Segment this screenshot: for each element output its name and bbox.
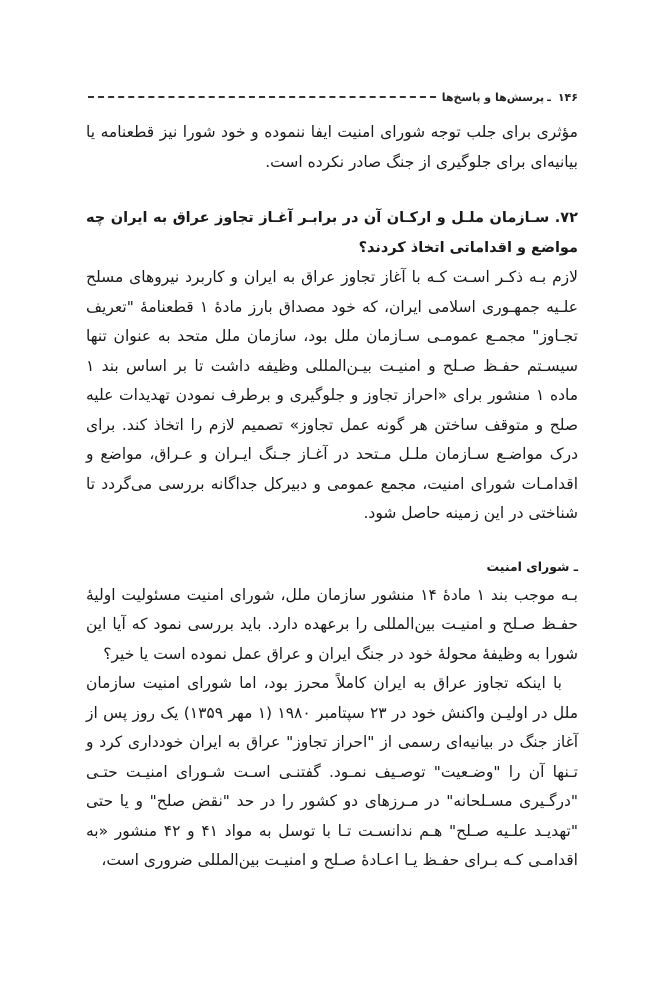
section-paragraph-2: با اینکه تجاوز عراق به ایران کاملاً محرز بود، اما شورای امنیت سازمان ملل در اولیـن واکنش خود در ۲۳ سپتامبر ۱۹۸۰ (۱ مهر ۱۳۵۹) یک روز پس از آغاز جنگ در بیانیه‌ای رسمی از "احراز تجاوز" عراق به ایران خودداری کرد و تـنها آن را "وضـعیت" توصـیف نمـود. گفتنـی اسـت شـورای امنیـت حتـی "درگـیری مسـلحانه" در مـرزهای دو کشور را در حد "نقض صلح" و یا حتی "تهدیـد علـیه صـلح" هـم ندانسـت تـا با توسل به مواد ۴۱ و ۴۲ منشور «به اقدامـی کـه بـرای حفـظ یـا اعـادهٔ صـلح و امنیـت بین‌المللی ضروری است، — [86, 674, 579, 869]
section-paragraph-1: بـه موجب بند ۱ مادهٔ ۱۴ منشور سازمان ملل، شورای امنیت مسئولیت اولیهٔ حفـظ صـلح و امنیـت بین‌المللی را برعهده دارد. باید بررسی نمود که آیا این شورا به وظیفهٔ محولهٔ خود در جنگ ایران و عراق عمل نموده است یا خیر؟ — [86, 585, 578, 663]
page-body — [86, 118, 578, 876]
header-separator: ـ — [547, 90, 551, 104]
page-number: ۱۴۶ — [557, 90, 578, 104]
intro-paragraph: مؤثری برای جلب توجه شورای امنیت ایفا ننموده و خود شورا نیز قطعنامه یا بیانیه‌ای برای جلوگیری از جنگ صادر نکرده است. — [86, 123, 578, 171]
running-title: پرسش‌ها و پاسخ‌ها — [441, 90, 545, 104]
running-header — [88, 88, 578, 106]
question-heading: ۷۲. سـازمان ملـل و ارکـان آن در برابـر آغـاز تجاوز عراق به ایران چه مواضع و اقداماتی اتخاذ کردند؟ — [86, 210, 578, 256]
header-dashed-rule — [88, 96, 436, 98]
answer-paragraph: لازم بـه ذکـر اسـت کـه با آغاز تجاوز عراق به ایران و کاربرد نیروهای مسلح علـیه جمهـوری اسلامی ایران، که خود مصداق بارز مادهٔ ۱ قطعنامهٔ "تعریف تجـاوز" مجمـع عمومـی سـازمان ملل بود، سازمان ملل متحد به عنوان تنها سیسـتم حفـظ صـلح و امنیـت بیـن‌المللی وظیفه داشت تا بر اساس بند ۱ ماده ۱ منشور برای «احراز تجاوز و جلوگیری و برطرف نمودن تهدیدات علیه صلح و متوقف ساختن هر گونه عمل تجاوز» تصمیم لازم را اتخاذ کند. برای درک مواضـع سـازمان ملـل مـتحد در آغـاز جـنگ ایـران و عـراق، مواضع و اقدامـات شورای امنیت، مجمع عمومی و دبیرکل جداگانه بررسی می‌گردد تا شناختی در این زمینه حاصل شود. — [86, 268, 578, 522]
section-heading: ـ شورای امنیت — [486, 558, 578, 574]
